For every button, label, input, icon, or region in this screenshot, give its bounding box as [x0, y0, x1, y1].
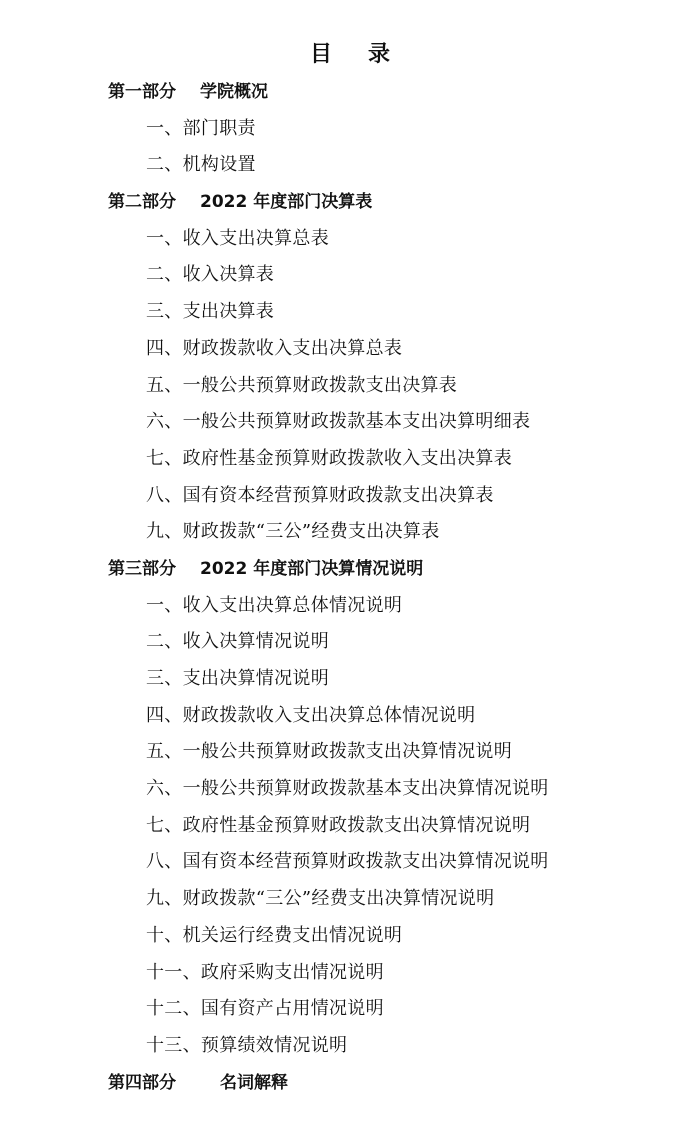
- toc-item: 七、政府性基金预算财政拨款收入支出决算表: [146, 447, 512, 469]
- toc-item: 三、支出决算表: [146, 301, 275, 323]
- toc-item: 一、收入支出决算总表: [146, 227, 329, 249]
- part-title: 2022 年度部门决算表: [200, 192, 373, 213]
- toc-item: 十一、政府采购支出情况说明: [146, 961, 384, 983]
- toc-item: 十二、国有资产占用情况说明: [146, 998, 384, 1020]
- part-number: 第三部分: [108, 558, 176, 579]
- toc-item: 八、国有资本经营预算财政拨款支出决算情况说明: [146, 851, 549, 873]
- toc-item: 六、一般公共预算财政拨款基本支出决算情况说明: [146, 778, 549, 800]
- toc-item: 十、机关运行经费支出情况说明: [146, 924, 403, 946]
- toc-title-char: 录: [368, 41, 391, 67]
- toc-item: 二、机构设置: [146, 154, 256, 176]
- toc-item: 四、财政拨款收入支出决算总表: [146, 337, 403, 359]
- toc-item: 九、财政拨款“三公”经费支出决算表: [146, 521, 440, 543]
- part-title: 名词解释: [220, 1072, 288, 1093]
- toc-item: 七、政府性基金预算财政拨款支出决算情况说明: [146, 814, 531, 836]
- part-number: 第四部分: [108, 1072, 176, 1093]
- toc-item: 五、一般公共预算财政拨款支出决算表: [146, 374, 458, 396]
- toc-item: 九、财政拨款“三公”经费支出决算情况说明: [146, 888, 495, 910]
- toc-item: 三、支出决算情况说明: [146, 668, 329, 689]
- part-title: 2022 年度部门决算情况说明: [200, 558, 424, 579]
- toc-item: 二、收入决算情况说明: [146, 631, 329, 653]
- part-number: 第一部分: [108, 82, 176, 102]
- toc-title-char: 目: [309, 41, 332, 67]
- toc-part-3: [0, 551, 700, 588]
- toc-title: [0, 40, 700, 68]
- part-title: 学院概况: [200, 82, 268, 102]
- toc-item: 二、收入决算表: [146, 264, 275, 286]
- toc-item: 一、部门职责: [146, 117, 256, 139]
- table-of-contents: [0, 74, 700, 1101]
- part-number: 第二部分: [108, 192, 176, 213]
- toc-part-2: [0, 184, 700, 221]
- toc-item: 六、一般公共预算财政拨款基本支出决算明细表: [146, 411, 531, 433]
- toc-item: 四、财政拨款收入支出决算总体情况说明: [146, 704, 476, 726]
- toc-item: 一、收入支出决算总体情况说明: [146, 594, 403, 616]
- toc-item: 十三、预算绩效情况说明: [146, 1034, 348, 1056]
- toc-part-4: [0, 1065, 700, 1102]
- toc-part-1: [0, 74, 700, 111]
- toc-item: 八、国有资本经营预算财政拨款支出决算表: [146, 484, 494, 506]
- toc-item: 五、一般公共预算财政拨款支出决算情况说明: [146, 741, 512, 763]
